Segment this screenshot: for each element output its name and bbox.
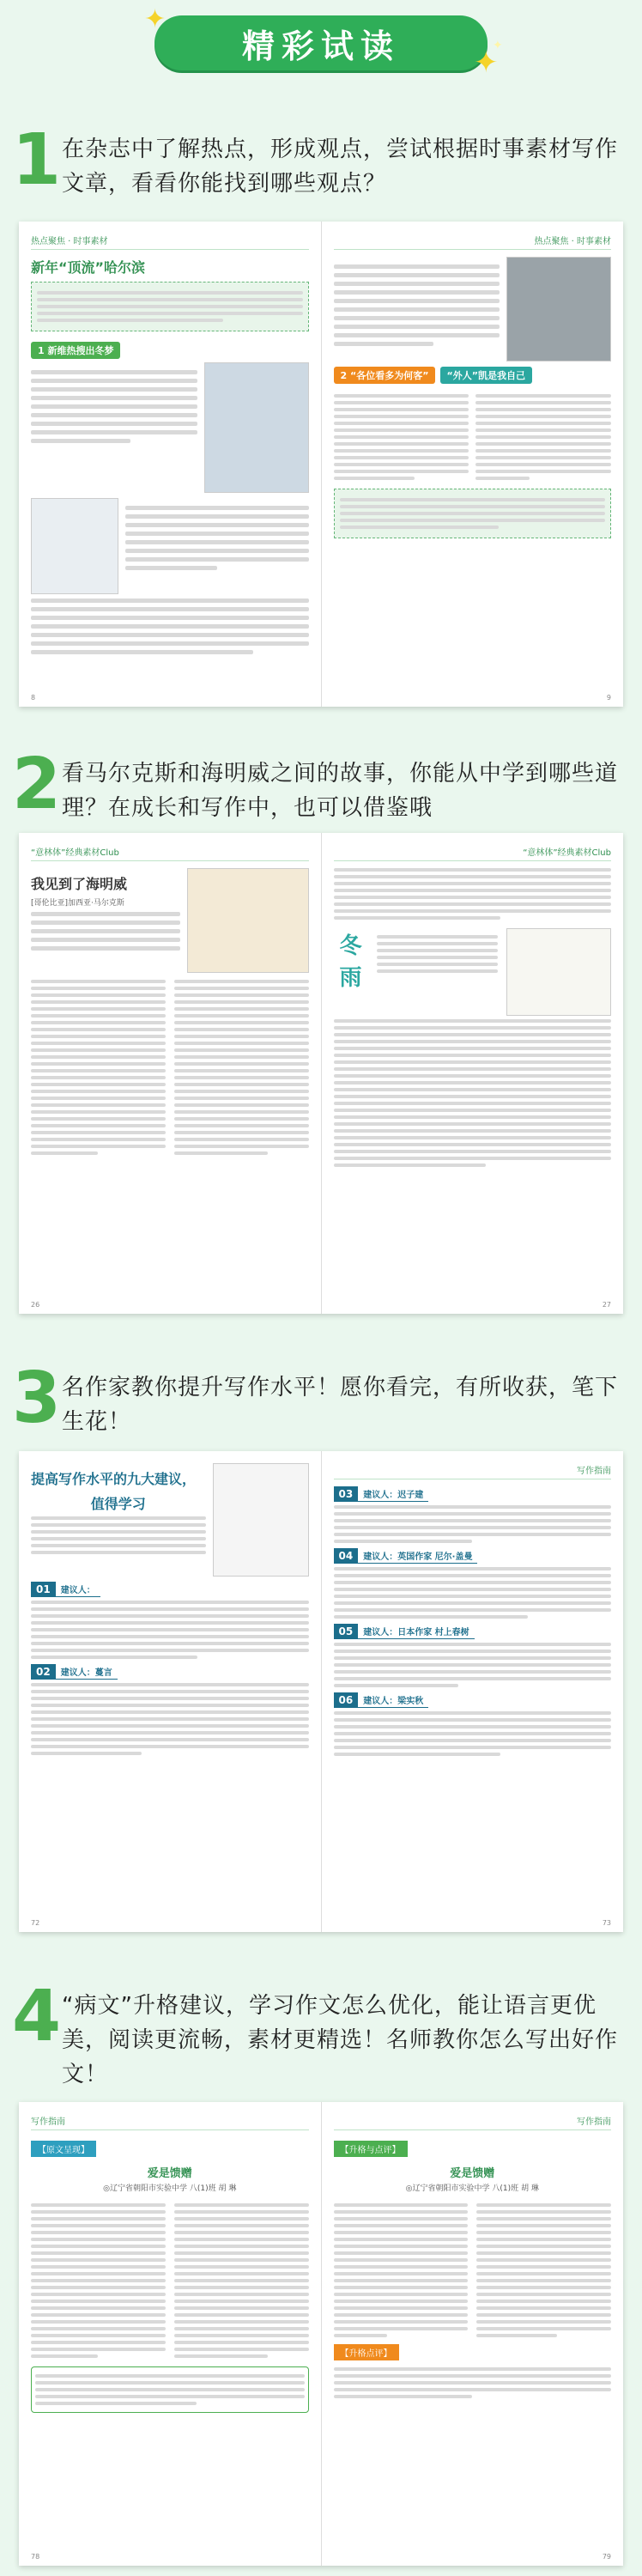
- section-description: “病文”升格建议，学习作文怎么优化，能让语言更优美，阅读更流畅，素材更精选！名师教你怎么写出好作文！: [62, 1993, 619, 2087]
- page-right: [321, 1451, 624, 1932]
- running-header: 写作指南: [334, 2114, 612, 2130]
- section-1-header: [12, 119, 630, 201]
- section-tag: 【升格与点评】: [334, 2141, 408, 2157]
- subheading: 2 “各位看多为何客”: [334, 367, 436, 384]
- magazine-spread-2: [19, 833, 623, 1314]
- essay-title: 爱是馈赠: [450, 2167, 495, 2180]
- section-description: 名作家教你提升写作水平！愿你看完，有所收获，笔下生花！: [62, 1375, 619, 1435]
- section-number: 2: [12, 744, 62, 825]
- essay-title: 爱是馈赠: [147, 2167, 192, 2180]
- page-left: [19, 1451, 321, 1932]
- section-2-header: [12, 744, 630, 825]
- advice-author: 建议人：日本作家 村上春树: [358, 1624, 474, 1639]
- page-number: 73: [602, 1919, 611, 1927]
- advice-header: [334, 1548, 612, 1564]
- page-right: [321, 2102, 624, 2566]
- author-line: [哥伦比亚]加西亚·马尔克斯: [31, 899, 124, 908]
- advice-number: 01: [31, 1582, 56, 1597]
- article-title-2: 值得学习: [90, 1496, 146, 1512]
- page-right: [321, 833, 624, 1314]
- advice-author: 建议人：梁实秋: [358, 1692, 428, 1708]
- page-left: [19, 833, 321, 1314]
- running-header: 热点聚焦 · 时事素材: [334, 234, 612, 250]
- page-left: [19, 2102, 321, 2566]
- star-icon: ✦: [144, 4, 167, 34]
- crowd-photo: [506, 257, 611, 361]
- advice-author: 建议人：: [56, 1582, 100, 1597]
- star-icon: ✦: [474, 46, 499, 80]
- section-number: 4: [12, 1976, 62, 2057]
- advice-number: 03: [334, 1486, 359, 1502]
- advice-number: 02: [31, 1664, 56, 1680]
- subheading: 1 新维热搜出冬梦: [31, 342, 120, 359]
- magazine-spread-3: [19, 1451, 623, 1932]
- advice-author: 建议人：英国作家 尼尔·盖曼: [358, 1548, 477, 1564]
- section-description: 看马尔克斯和海明威之间的故事，你能从中学到哪些道理？在成长和写作中，也可以借鉴哦: [62, 761, 619, 821]
- author-line: ◎辽宁省朝阳市实验中学 八(1)班 胡 琳: [103, 2184, 237, 2193]
- banner-title: 精彩试读: [241, 27, 400, 65]
- section-number: 3: [12, 1358, 62, 1439]
- advice-header: [334, 1624, 612, 1639]
- page-number: 27: [602, 1301, 611, 1309]
- advice-number: 04: [334, 1548, 359, 1564]
- tip-box: [334, 489, 612, 538]
- running-header: 写作指南: [334, 1463, 612, 1479]
- section-description: 在杂志中了解热点，形成观点，尝试根据时事素材写作文章，看看你能找到哪些观点？: [62, 137, 619, 197]
- star-icon: ✦: [493, 39, 503, 52]
- page-number: 78: [31, 2553, 40, 2561]
- page-number: 79: [602, 2553, 611, 2561]
- article-title: 我见到了海明威: [31, 876, 128, 892]
- section-tag: 【原文呈现】: [31, 2141, 96, 2157]
- advice-header: [31, 1582, 309, 1597]
- header-banner: [154, 15, 488, 70]
- advice-header: [334, 1692, 612, 1708]
- section-tag: 【升格点评】: [334, 2344, 399, 2360]
- magazine-spread-4: [19, 2102, 623, 2566]
- page-right: [321, 222, 624, 707]
- section-number: 1: [12, 119, 62, 201]
- section-3-header: [12, 1358, 630, 1439]
- advice-header: [31, 1664, 309, 1680]
- page-number: 9: [606, 694, 611, 702]
- running-header: “意林体”经典素材Club: [31, 845, 309, 861]
- illustration-portraits: [187, 868, 309, 973]
- writer-illustration: [213, 1463, 309, 1577]
- running-header: 热点聚焦 · 时事素材: [31, 234, 309, 250]
- advice-number: 05: [334, 1624, 359, 1639]
- comment-box: [31, 2366, 309, 2413]
- article-title: 提高写作水平的九大建议，: [31, 1471, 197, 1487]
- poem-title-char: 冬: [339, 933, 362, 959]
- article-title: 新年“顶流”哈尔滨: [31, 259, 146, 276]
- page-number: 72: [31, 1919, 40, 1927]
- snow-photo: [31, 498, 118, 594]
- advice-author: 建议人：迟子建: [358, 1486, 428, 1502]
- cathedral-photo: [204, 362, 309, 493]
- running-header: “意林体”经典素材Club: [334, 845, 612, 861]
- lead-box: [31, 282, 309, 331]
- page-number: 26: [31, 1301, 40, 1309]
- subheading: “外人”凯是我自己: [440, 367, 532, 384]
- advice-author: 建议人：蔓言: [56, 1664, 118, 1680]
- magazine-spread-1: [19, 222, 623, 707]
- section-4-header: [12, 1976, 630, 2092]
- bird-illustration: [506, 928, 611, 1016]
- poem-title-char: 雨: [339, 965, 362, 991]
- page-left: [19, 222, 321, 707]
- author-line: ◎辽宁省朝阳市实验中学 八(1)班 胡 琳: [405, 2184, 539, 2193]
- advice-number: 06: [334, 1692, 359, 1708]
- page-number: 8: [31, 694, 36, 702]
- running-header: 写作指南: [31, 2114, 309, 2130]
- advice-header: [334, 1486, 612, 1502]
